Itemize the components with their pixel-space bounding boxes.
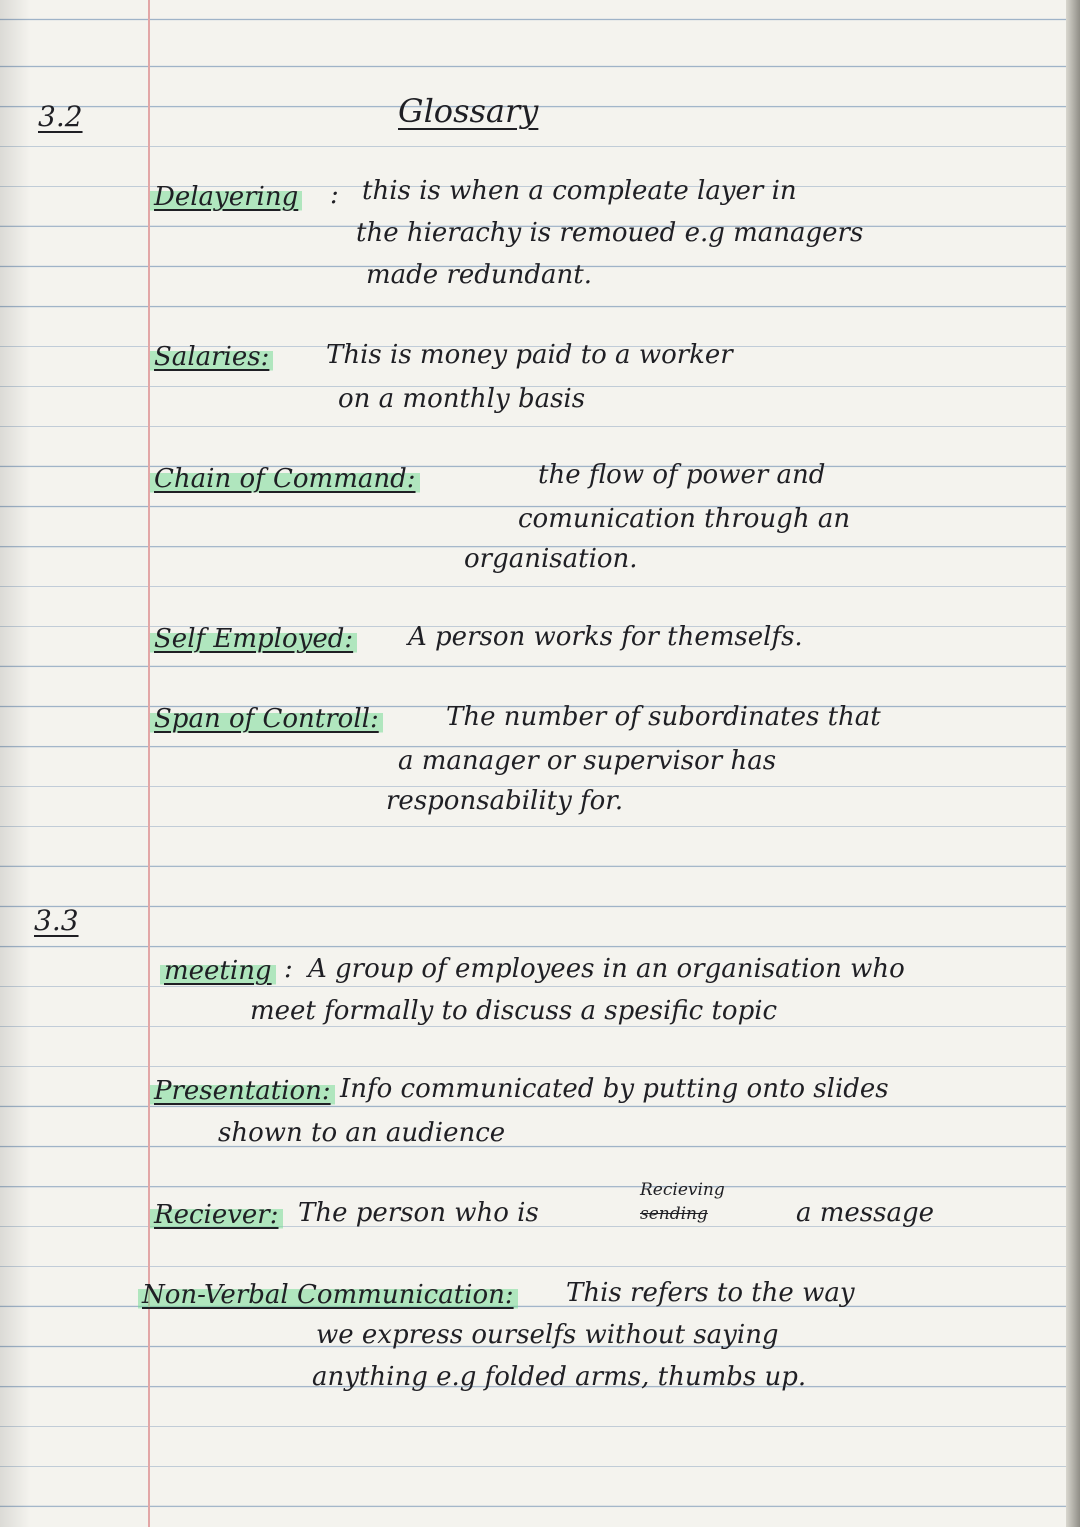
term-reciever: Reciever: [150,1200,283,1230]
reciever-crossed: sending [640,1204,708,1224]
salaries-line-2: on a monthly basis [338,384,586,414]
delayering-separator: : [330,180,339,210]
salaries-line-1: This is money paid to a worker [326,340,733,370]
nonverbal-line-1: This refers to the way [566,1278,855,1308]
meeting-line-2: meet formally to discuss a spesific topic [250,996,778,1026]
presentation-line-1: Info communicated by putting onto slides [340,1074,889,1104]
page-edge [1066,0,1080,1527]
chain-line-3: organisation. [464,544,638,574]
chain-line-1: the flow of power and [538,460,826,490]
span-line-1: The number of subordinates that [446,702,881,732]
section-number-3-2: 3.2 [38,100,83,133]
meeting-line-1: A group of employees in an organisation who [308,954,905,984]
span-line-3: responsability for. [386,786,624,816]
chain-line-2: comunication through an [518,504,851,534]
reciever-line-start: The person who is [298,1198,539,1228]
term-salaries: Salaries: [150,342,273,372]
meeting-separator: : [284,954,293,984]
delayering-line-3: made redundant. [366,260,593,290]
term-non-verbal-communication: Non-Verbal Communication: [138,1280,518,1310]
section-number-3-3: 3.3 [34,904,79,937]
delayering-line-1: this is when a compleate layer in [362,176,797,206]
nonverbal-line-2: we express ourselfs without saying [316,1320,779,1350]
binding-shadow [0,0,30,1527]
reciever-line-end: a message [796,1198,935,1228]
span-line-2: a manager or supervisor has [398,746,777,776]
presentation-line-2: shown to an audience [218,1118,506,1148]
reciever-insert: Recieving [640,1180,725,1200]
term-presentation: Presentation: [150,1076,335,1106]
self-employed-line-1: A person works for themselfs. [408,622,803,652]
delayering-line-2: the hierachy is remoued e.g managers [356,218,864,248]
term-meeting: meeting [160,956,276,986]
term-chain-of-command: Chain of Command: [150,464,420,494]
term-span-of-control: Span of Controll: [150,704,383,734]
term-delayering: Delayering [150,182,302,212]
page-title: Glossary [398,92,539,130]
nonverbal-line-3: anything e.g folded arms, thumbs up. [312,1362,807,1392]
term-self-employed: Self Employed: [150,624,357,654]
